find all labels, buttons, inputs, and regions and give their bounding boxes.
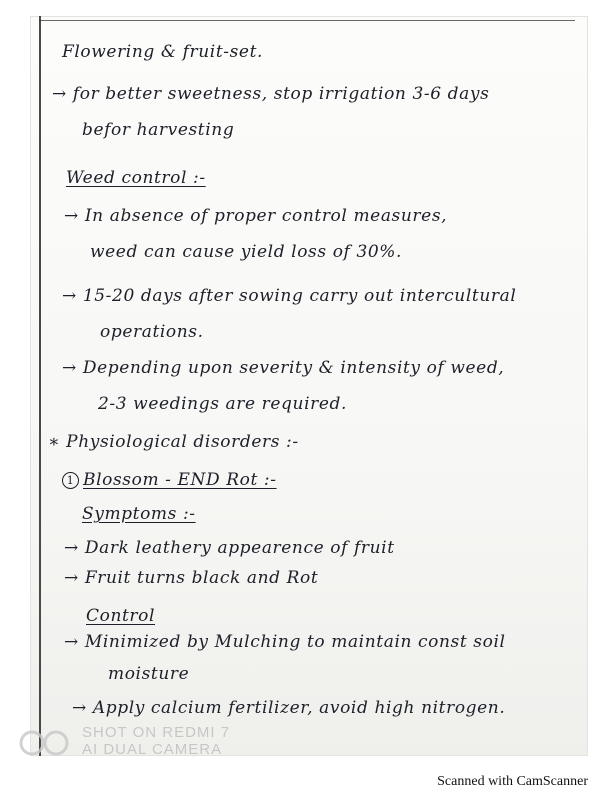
note-line: → 15-20 days after sowing carry out intercultural [62,286,517,306]
note-line: → Depending upon severity & intensity of weed, [62,358,505,378]
note-line: → Apply calcium fertilizer, avoid high nitrogen. [72,698,506,718]
note-line: moisture [108,664,190,684]
scanner-label: Scanned with CamScanner [437,774,588,789]
control-heading: Control [86,606,156,626]
section-heading-weed-control: Weed control :- [66,168,206,188]
note-line: weed can cause yield loss of 30%. [90,242,403,262]
symptoms-heading: Symptoms :- [82,504,196,524]
note-line: → Fruit turns black and Rot [64,568,319,588]
note-line: → Minimized by Mulching to maintain const soil [64,632,506,652]
note-line: 2-3 weedings are required. [98,394,347,414]
disorder-heading-blossom-end-rot: 1 Blossom - END Rot :- [62,470,277,490]
note-line: befor harvesting [82,120,235,140]
note-line: operations. [100,322,204,342]
number-badge: 1 [62,472,79,489]
note-line: → for better sweetness, stop irrigation 3-6 days [52,84,490,104]
page-top-line [39,20,575,21]
watermark-text: SHOT ON REDMI 7 AI DUAL CAMERA [82,724,231,758]
section-heading-physiological-disorders: ∗ Physiological disorders :- [48,432,299,452]
page-margin-line [39,16,41,756]
camera-lens-icon [18,728,78,758]
note-line: → In absence of proper control measures, [64,206,448,226]
note-line: → Dark leathery appearence of fruit [64,538,395,558]
section-heading-flowering: Flowering & fruit-set. [62,42,264,62]
